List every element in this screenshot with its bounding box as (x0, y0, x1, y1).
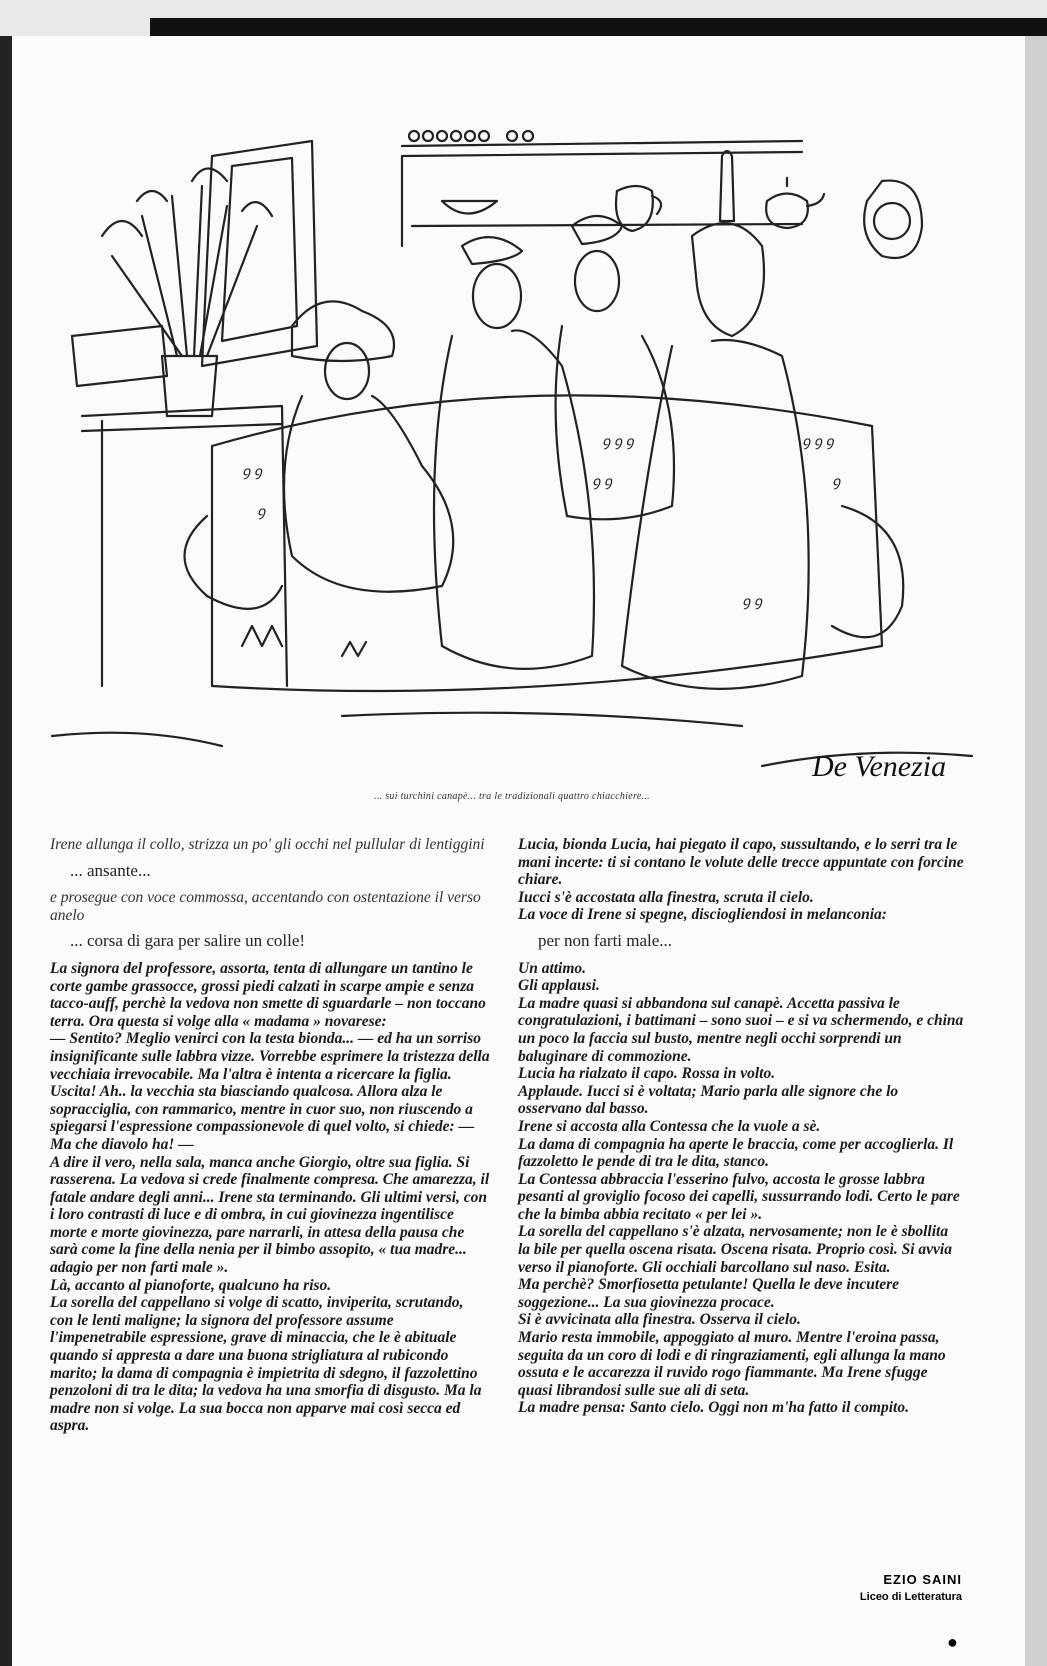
tall-vessel (720, 151, 734, 221)
teapot (766, 178, 824, 228)
verse-quote: per non farti male... (538, 930, 673, 950)
bowl (442, 201, 497, 214)
magazine-page (12, 36, 1025, 1666)
svg-text:ꝯ ꝯ: ꝯ ꝯ (742, 595, 762, 610)
leaves (102, 169, 272, 237)
svg-text:ꝯ: ꝯ (832, 475, 841, 490)
svg-text:ꝯ: ꝯ (257, 505, 266, 520)
paragraph: Un attimo. Gli applausi. La madre quasi si abbandona sul canapè. Accetta passiva le congratulazioni, i battimani – sono suoi – e si va schermendo, e china un poco la faccia sul busto, mentre negli occhi sorprendi un baluginare di commozione. Lucia ha rialzato il capo. Rossa in volto. Applaude. Iucci si è voltata; Mario parla alle signore che lo osservano dal basso. Irene si accosta alla Contessa che la vuole a sè. La dama di compagnia ha aperte le braccia, come per accoglierla. Il fazzoletto le pende di tra le dita, stanco. La Contessa abbraccia l'esserino fulvo, accosta le grosse labbra pesanti al groviglio focoso dei capelli, sussurrando lodi. Certo le pare che la bimba abbia recitato « per lei ». La sorella del cappellano s'è alzata, nervosamente; non le è sbollita la bile per quella oscena risata. Oscena risata. Proprio così. Si avvia verso il pianoforte. Gli occhiali barcollano sul naso. Esita. Ma perchè? Smorfiosetta petulante! Quella le deve incutere soggezione... La sua giovinezza procace. Si è avvicinata alla finestra. Osserva il cielo. Mario resta immobile, appoggiato al muro. Mentre l'eroina passa, seguita da un coro di lodi e di ringraziamenti, egli allunga la mano ossuta e le accarezza il ruvido rogo fiammante. Ma Irene sfugge quasi librandosi sulle sue ali di seta. La madre pensa: Santo cielo. Oggi non m'ha fatto il compito. (518, 959, 964, 1417)
verse-quote: ... corsa di gara per salire un colle! (70, 931, 306, 951)
artist-signature: De Venezia (812, 750, 947, 783)
left-black-border (0, 36, 12, 1666)
picture-left (72, 326, 167, 386)
side-table (82, 406, 287, 686)
paragraph: La signora del professore, assorta, tenta di allungare un tantino le corte gambe grassocce, grossi piedi calzati in scarpe ampie e senza tacco-auff, perchè la vedova non smette di sguardarle – non toccano terra. Ora questa si volge alla « madama » novarese: — Sentito? Meglio venirci con la testa bionda... — ed ha un sorriso insignificante sulle labbra vizze. Vorrebbe esprimere la tristezza della vecchiaia irrevocabile. Ma l'altra è intenta a ricercare la figlia. Uscita! Ah.. la vecchia sta biasciando qualcosa. Allora alza le sopracciglia, con rammarico, mentre in cuor suo, non riuscendo a spiegarsi l'espressione compassionevole di quel volto, si chiede: — Ma che diavolo ha! — A dire il vero, nella sala, manca anche Giorgio, oltre sua figlia. Si rasserena. La vedova si crede finalmente compresa. Che amarezza, il fatale andare degli anni... Irene sta terminando. Gli ultimi versi, con i loro contrasti di luce e di ombra, in cui giovinezza ingentilisce morte e morte giovinezza, pare narrarli, in attesa della pausa che sarà come la fine della nenia per il bimbo assopito, « tua madre... adagio per non farti male ». Là, accanto al pianoforte, qualcuno ha riso. La sorella del cappellano si volge di scatto, inviperita, scrutando, con le lenti maligne; la signora del professore assume l'impenetrabile espressione, grave di minaccia, che le è abituale quando si appresta a dare una buona strigliatura al rubicondo marito; la dama di compagnia è impietrita di sdegno, il fazzolettino penzoloni di tra le dita; la vedova ha una smorfia di disgusto. Ma la madre non si volge. La sua bocca non apparve mai così secca ed aspra. (50, 959, 490, 1435)
page-mark: ● (947, 1632, 958, 1652)
figure-4-body (622, 340, 809, 689)
svg-text:ꝯ ꝯ ꝯ: ꝯ ꝯ ꝯ (602, 435, 634, 450)
svg-text:ꝯ ꝯ: ꝯ ꝯ (592, 475, 612, 490)
couch-arm-right (832, 506, 903, 637)
figure-4-head (692, 223, 764, 336)
plate (864, 181, 922, 258)
brushes (112, 186, 257, 356)
couch-pattern (242, 435, 841, 610)
illustration-caption: ... sui turchini canapè... tra le tradizionali quattro chiacchiere... (374, 791, 650, 802)
svg-text:ꝯ ꝯ ꝯ: ꝯ ꝯ ꝯ (802, 435, 834, 450)
left-text-column (50, 836, 490, 1439)
scribble-accents (242, 626, 366, 656)
paragraph: Irene allunga il collo, strizza un po' gli occhi nel pullular di lentiggini (50, 836, 485, 853)
couch-arm-left (185, 516, 283, 609)
author-name: EZIO SAINI (883, 1572, 962, 1587)
right-text-column (518, 836, 964, 1421)
shelf-line (402, 141, 802, 246)
author-signature-block (812, 1572, 962, 1603)
paragraph: Lucia, bionda Lucia, hai piegato il capo, sussultando, e lo serri tra le mani incerte: ti si contano le volute delle trecce appuntate con forcine chiare. Iucci s'è accostata alla finestra, scruta il cielo. La voce di Irene si spegne, disciogliendosi in melanconia: (518, 836, 964, 924)
ink-sketch-illustration (42, 86, 1002, 796)
figure-1-body (284, 396, 453, 592)
author-role: Liceo di Letteratura (859, 1591, 962, 1603)
figure-hat (292, 301, 394, 361)
figure-3-hat (572, 216, 622, 244)
paragraph: e prosegue con voce commossa, accentando con ostentazione il verso anelo (50, 889, 481, 924)
svg-text:ꝯ ꝯ: ꝯ ꝯ (242, 465, 262, 480)
hanging-cups (409, 131, 533, 141)
figure-2-hat (462, 237, 522, 264)
verse-quote: ... ansante... (70, 860, 151, 880)
right-page-edge (1025, 36, 1047, 1666)
figure-2-body (434, 330, 594, 668)
couch-back (212, 395, 882, 691)
